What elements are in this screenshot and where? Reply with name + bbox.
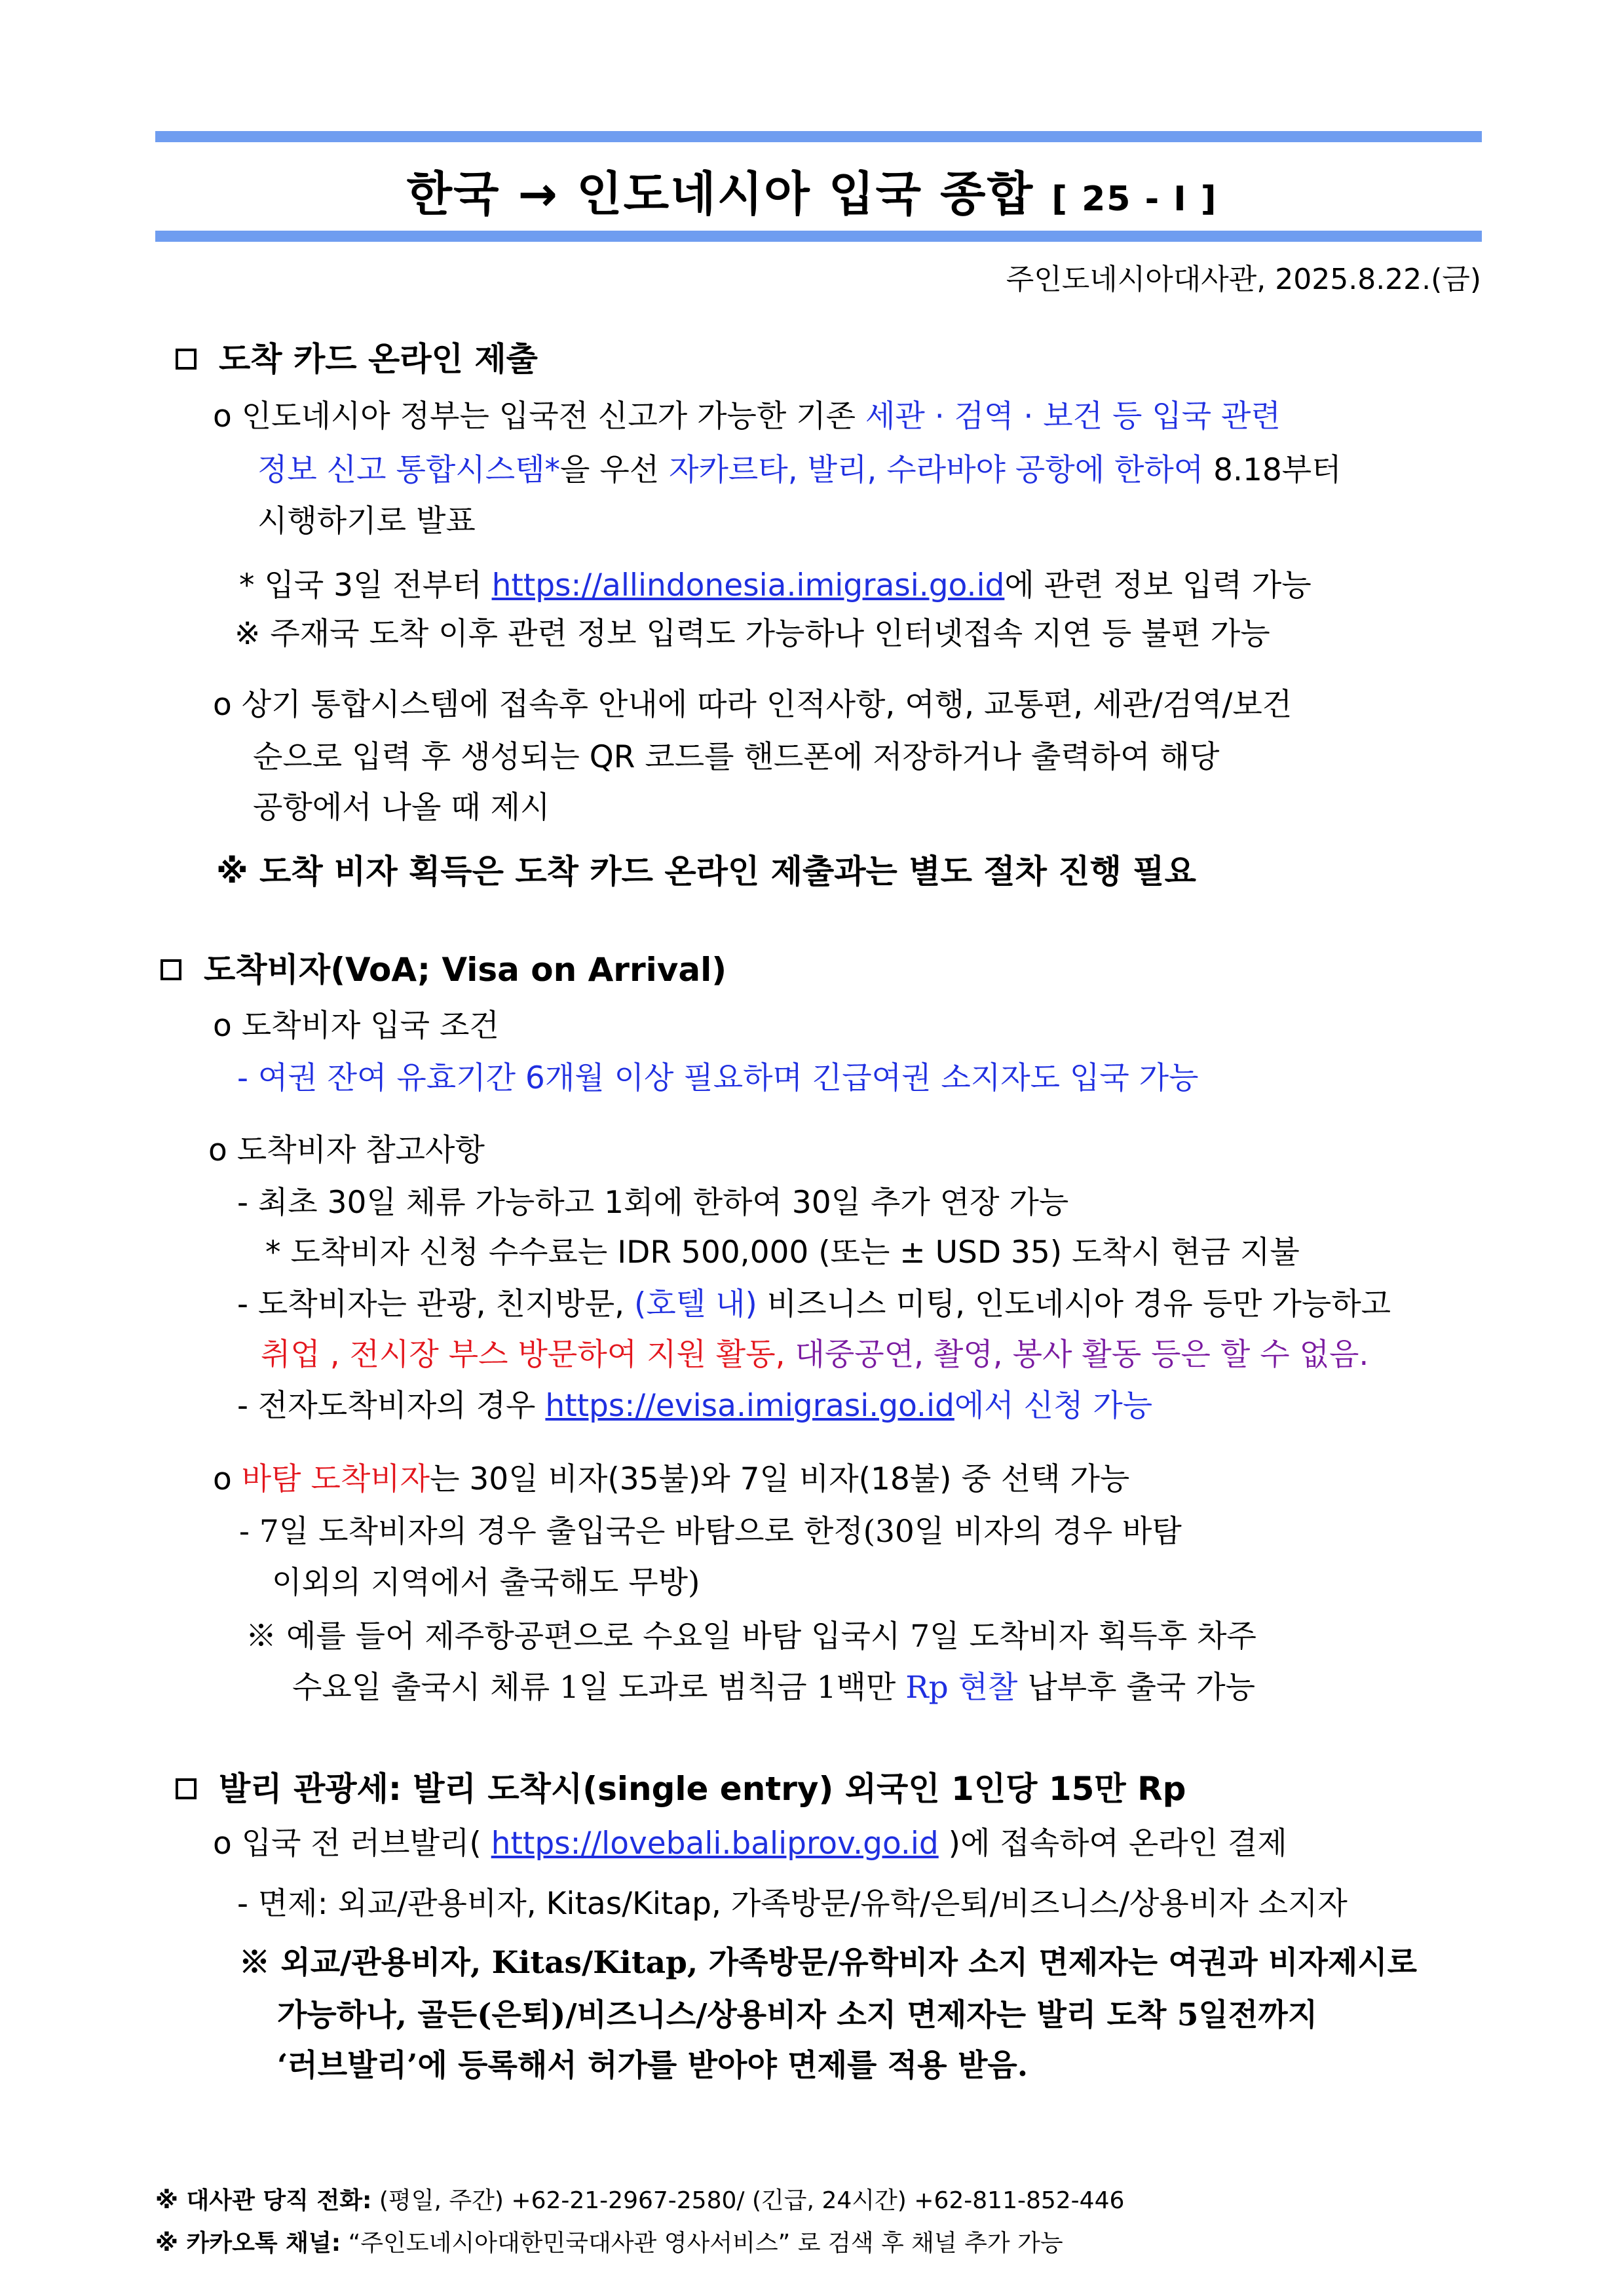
section-heading-arrival-card: 도착 카드 온라인 제출 xyxy=(176,333,538,380)
issuer-date: 주인도네시아대사관, 2025.8.22.(금) xyxy=(1006,263,1481,296)
arrival-card-para2-line2: 순으로 입력 후 생성되는 QR 코드를 핸드폰에 저장하거나 출력하여 해당 xyxy=(253,739,1220,775)
lovebali-link[interactable]: https://lovebali.baliprov.go.id xyxy=(491,1826,939,1862)
bali-tax-note-line1: ※ 외교/관용비자, Kitas/Kitap, 가족방문/유학비자 소지 면제자는 여권과 비자제시로 xyxy=(239,1945,1418,1981)
batam-voa-title: o 바탐 도착비자는 30일 비자(35불)와 7일 비자(18불) 중 선택 가능 xyxy=(213,1461,1130,1497)
batam-7day-line2: 이외의 지역에서 출국해도 무방) xyxy=(272,1565,700,1601)
arrival-card-note1: * 입국 3일 전부터 https://allindonesia.imigrasi.go.id에 관련 정보 입력 가능 xyxy=(239,567,1312,603)
arrival-card-note2: ※ 주재국 도착 이후 관련 정보 입력도 가능하나 인터넷접속 지연 등 불편 가능 xyxy=(235,616,1270,652)
voa-reference-title: o 도착비자 참고사항 xyxy=(208,1132,485,1168)
evisa-link[interactable]: https://evisa.imigrasi.go.id xyxy=(545,1388,954,1424)
batam-example-line2: 수요일 출국시 체류 1일 도과로 범칙금 1백만 Rp 현찰 납부후 출국 가능 xyxy=(292,1670,1256,1706)
page-title: 한국 → 인도네시아 입국 종합 [ 25 - I ] xyxy=(406,166,1218,221)
bali-tax-exemption: - 면제: 외교/관용비자, Kitas/Kitap, 가족방문/유학/은퇴/비즈니스/상용비자 소지자 xyxy=(237,1886,1348,1922)
arrival-card-para1-line1: o 인도네시아 정부는 입국전 신고가 가능한 기존 세관 · 검역 · 보건 등 입국 관련 xyxy=(213,398,1281,434)
voa-ref-evisa: - 전자도착비자의 경우 https://evisa.imigrasi.go.id에서 신청 가능 xyxy=(237,1388,1153,1424)
checkbox-bullet-icon xyxy=(176,349,197,370)
section-heading-bali-tax: 발리 관광세: 발리 도착시(single entry) 외국인 1인당 15만 Rp xyxy=(176,1763,1186,1810)
voa-condition-title: o 도착비자 입국 조건 xyxy=(213,1008,499,1044)
title-tag: [ 25 - I ] xyxy=(1051,180,1218,219)
checkbox-bullet-icon xyxy=(176,1778,197,1799)
bali-tax-payment: o 입국 전 러브발리( https://lovebali.baliprov.go.id )에 접속하여 온라인 결제 xyxy=(213,1826,1287,1862)
arrival-card-para2-line1: o 상기 통합시스템에 접속후 안내에 따라 인적사항, 여행, 교통편, 세관/검역/보건 xyxy=(213,687,1293,723)
allindonesia-link[interactable]: https://allindonesia.imigrasi.go.id xyxy=(491,567,1005,603)
top-rule xyxy=(155,131,1482,142)
arrival-card-warning: ※ 도착 비자 획득은 도착 카드 온라인 제출과는 별도 절차 진행 필요 xyxy=(216,852,1196,890)
checkbox-bullet-icon xyxy=(161,959,181,980)
bali-tax-note-line2: 가능하나, 골든(은퇴)/비즈니스/상용비자 소지 면제자는 발리 도착 5일전까지 xyxy=(277,1997,1318,2033)
footer-duty-phone: ※ 대사관 당직 전화: (평일, 주간) +62-21-2967-2580/ (긴급, 24시간) +62-811-852-446 xyxy=(155,2187,1125,2214)
section-heading-voa: 도착비자(VoA; Visa on Arrival) xyxy=(161,944,727,991)
voa-ref-stay: - 최초 30일 체류 가능하고 1회에 한하여 30일 추가 연장 가능 xyxy=(237,1185,1069,1221)
arrival-card-para2-line3: 공항에서 나올 때 제시 xyxy=(253,790,550,826)
bottom-rule xyxy=(155,231,1482,242)
voa-ref-purpose: - 도착비자는 관광, 친지방문, (호텔 내) 비즈니스 미팅, 인도네시아 경유 등만 가능하고 xyxy=(237,1286,1391,1322)
voa-ref-prohibited: 취업 , 전시장 부스 방문하여 지원 활동, 대중공연, 촬영, 봉사 활동 등은 할 수 없음. xyxy=(261,1337,1369,1373)
voa-condition-detail: - 여권 잔여 유효기간 6개월 이상 필요하며 긴급여권 소지자도 입국 가능 xyxy=(237,1060,1199,1096)
footer-kakao-channel: ※ 카카오톡 채널: “주인도네시아대한민국대사관 영사서비스” 로 검색 후 채널 추가 가능 xyxy=(155,2230,1063,2257)
arrival-card-para1-line3: 시행하기로 발표 xyxy=(257,503,476,539)
batam-7day-line1: - 7일 도착비자의 경우 출입국은 바탐으로 한정(30일 비자의 경우 바탐 xyxy=(239,1514,1182,1550)
voa-ref-fee-note: * 도착비자 신청 수수료는 IDR 500,000 (또는 ± USD 35) 도착시 현금 지불 xyxy=(265,1234,1300,1271)
batam-example-line1: ※ 예를 들어 제주항공편으로 수요일 바탐 입국시 7일 도착비자 획득후 차주 xyxy=(246,1618,1256,1655)
bali-tax-note-line3: ‘러브발리’에 등록해서 허가를 받아야 면제를 적용 받음. xyxy=(277,2048,1029,2084)
arrival-card-para1-line2: 정보 신고 통합시스템*을 우선 자카르타, 발리, 수라바야 공항에 한하여 8.18부터 xyxy=(257,452,1342,488)
